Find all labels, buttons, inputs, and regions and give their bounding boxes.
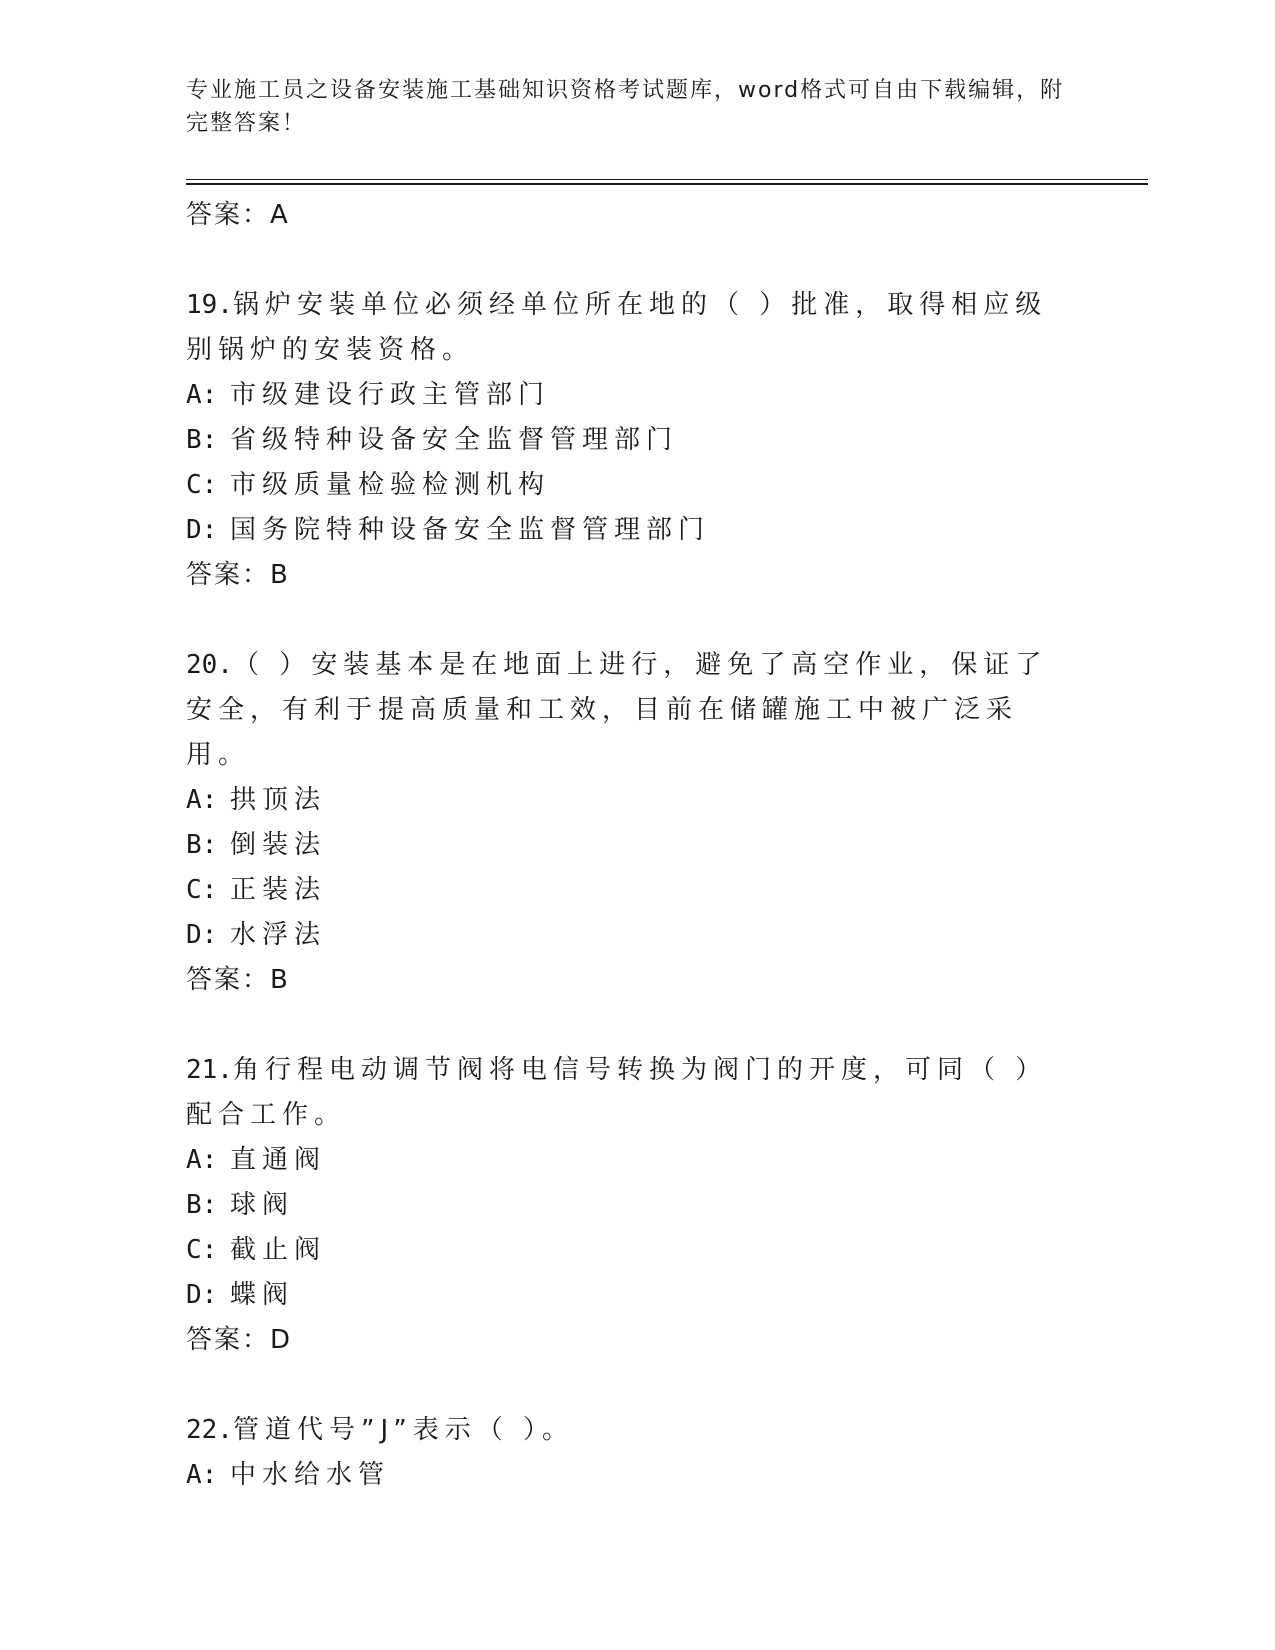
answer-value: B: [270, 560, 289, 590]
header-divider-thin: [186, 179, 1148, 180]
option-b: [186, 823, 1066, 868]
option-key: A:: [186, 1460, 218, 1490]
option-d: [186, 913, 1066, 958]
question-block: [186, 643, 1066, 1003]
option-c: [186, 868, 1066, 913]
answer-label: 答案：: [186, 560, 271, 590]
option-b: [186, 418, 1066, 463]
question-list: [186, 193, 1066, 1498]
answer-label: 答案：: [186, 965, 271, 995]
spacer: [186, 238, 1066, 283]
option-text: 球阀: [230, 1190, 295, 1220]
question-text: 锅炉安装单位必须经单位所在地的（ ）批准，取得相应级别锅炉的安装资格。: [186, 290, 1048, 365]
question-number: 19.: [186, 290, 233, 320]
option-b: [186, 1183, 1066, 1228]
option-c: [186, 463, 1066, 508]
question-block: [186, 1048, 1066, 1363]
option-text: 市级质量检验检测机构: [230, 470, 551, 500]
option-text: 国务院特种设备安全监督管理部门: [230, 515, 711, 545]
spacer: [186, 598, 1066, 643]
option-a: [186, 778, 1066, 823]
option-text: 蝶阀: [230, 1280, 295, 1310]
answer-value: D: [270, 1325, 292, 1355]
question-stem: [186, 283, 1066, 373]
option-key: C:: [186, 875, 218, 905]
question-text: 角行程电动调节阀将电信号转换为阀门的开度，可同（ ）配合工作。: [186, 1055, 1048, 1130]
answer-line: [186, 193, 1066, 238]
document-header: 专业施工员之设备安装施工基础知识资格考试题库，word格式可自由下载编辑，附完整答案！: [186, 78, 1065, 136]
question-stem: [186, 643, 1066, 778]
option-text: 截止阀: [230, 1235, 327, 1265]
option-text: 直通阀: [230, 1145, 327, 1175]
option-key: C:: [186, 470, 218, 500]
option-key: A:: [186, 1145, 218, 1175]
question-block: [186, 283, 1066, 598]
header-divider-thick: [186, 183, 1148, 185]
option-key: A:: [186, 785, 218, 815]
option-c: [186, 1228, 1066, 1273]
answer-value: A: [270, 200, 289, 230]
option-d: [186, 508, 1066, 553]
question-block: [186, 1408, 1066, 1498]
option-text: 水浮法: [230, 920, 327, 950]
question-text: （ ）安装基本是在地面上进行，避免了高空作业，保证了安全，有利于提高质量和工效，目前在储罐施工中被广泛采用。: [186, 650, 1048, 770]
answer-line: [186, 958, 1066, 1003]
option-d: [186, 1273, 1066, 1318]
answer-label: 答案：: [186, 200, 271, 230]
answer-line: [186, 553, 1066, 598]
option-a: [186, 1138, 1066, 1183]
option-key: D:: [186, 515, 218, 545]
option-key: C:: [186, 1235, 218, 1265]
answer-value: B: [270, 965, 289, 995]
option-text: 省级特种设备安全监督管理部门: [230, 425, 679, 455]
question-number: 20.: [186, 650, 233, 680]
answer-line: [186, 1318, 1066, 1363]
question-number: 22.: [186, 1415, 233, 1445]
spacer: [186, 1363, 1066, 1408]
option-text: 中水给水管: [230, 1460, 391, 1490]
option-text: 倒装法: [230, 830, 327, 860]
option-key: A:: [186, 380, 218, 410]
question-stem: [186, 1408, 1066, 1453]
option-text: 拱顶法: [230, 785, 327, 815]
option-key: D:: [186, 920, 218, 950]
question-number: 21.: [186, 1055, 233, 1085]
option-key: D:: [186, 1280, 218, 1310]
option-text: 正装法: [230, 875, 327, 905]
question-text: 管道代号”J”表示（ ）。: [232, 1415, 575, 1445]
option-key: B:: [186, 830, 218, 860]
option-a: [186, 1453, 1066, 1498]
option-text: 市级建设行政主管部门: [230, 380, 551, 410]
option-key: B:: [186, 1190, 218, 1220]
option-a: [186, 373, 1066, 418]
answer-label: 答案：: [186, 1325, 271, 1355]
option-key: B:: [186, 425, 218, 455]
spacer: [186, 1003, 1066, 1048]
question-stem: [186, 1048, 1066, 1138]
